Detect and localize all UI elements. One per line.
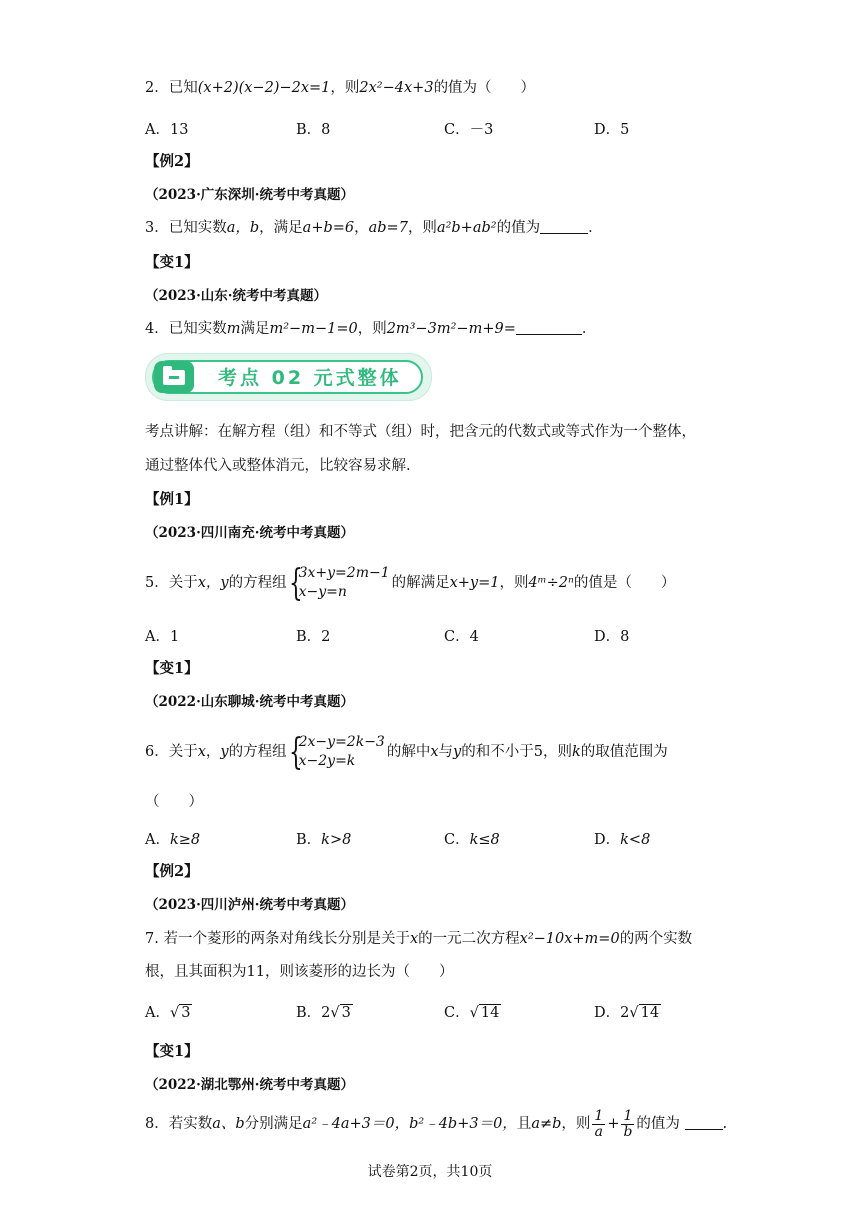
question-3: 3．已知实数a，b，满足a+b=6，ab=7，则a²b+ab²的值为 ． [145,220,603,236]
question-5-option-a: A．1 [145,629,180,645]
answer-blank[interactable] [540,219,588,234]
question-2-option-d: D．5 [594,122,630,138]
question-7-line-2: 根，且其面积为11，则该菱形的边长为（ ） [145,964,454,980]
question-5-mid3: ，则 [499,575,529,591]
question-2-option-b: B．8 [296,122,331,138]
question-6-prefix: 6．关于 [145,744,198,760]
question-7-suffix: 的两个实数 [619,931,693,947]
answer-blank[interactable] [685,1115,723,1130]
question-6-mid3: 的和不小于5，则 [461,744,572,760]
question-7-prefix: 7. 若一个菱形的两条对角线长分别是关于 [145,931,410,947]
question-7-var: x [409,931,419,947]
system-equation-2: x−y=n [298,584,347,600]
question-8 [145,1106,727,1142]
question-5-condition: x+y=1 [449,575,500,591]
question-3-suffix: 的值为 [496,220,541,236]
example-1-tag: 【例1】 [145,491,199,508]
question-5-expression: 4ᵐ÷2ⁿ [528,575,574,591]
question-6-mid2: 的解中 [386,744,431,760]
system-equation-2: x−2y=k [298,753,356,769]
question-5-mid2: 的解满足 [391,575,450,591]
variant-1-tag: 【变1】 [145,660,199,677]
question-4-expression: 2m³−3m²−m+9= [386,321,516,337]
question-6-y: y [453,744,462,760]
variant-1-source: （2022·湖北鄂州·统考中考真题） [145,1077,354,1093]
question-6-option-b: B．k>8 [296,832,352,848]
plus-sign: + [607,1116,620,1132]
question-4 [145,319,596,339]
question-5-prefix: 5．关于 [145,575,198,591]
question-6-var-x: x [197,744,206,760]
question-2-option-a: A．13 [145,122,189,138]
fraction-1-over-a: $\frac{1}{a}$ [594,1107,604,1140]
question-5-vars: x，y [197,575,229,591]
question-7-equation: x²−10x+m=0 [519,931,620,947]
question-6-k: k [571,744,581,760]
topic-banner-title: 考点 02 元式整体 [218,367,402,389]
system-equation-1: 3x+y=2m−1 [298,565,390,581]
system-equation-1: 2x−y=2k−3 [298,734,385,750]
question-2-expression: 2x²−4x+3 [359,80,434,96]
question-5-mid: 的方程组 [228,575,287,591]
question-8-mid1: 分别满足 [244,1116,303,1132]
variant-1-tag: 【变1】 [145,254,199,271]
explanation-line-1: 考点讲解：在解方程（组）和不等式（组）时，把含元的代数式或等式作为一个整体， [145,424,696,440]
topic-banner [145,353,432,401]
question-6-mid: 的方程组 [228,744,287,760]
question-5 [145,562,675,604]
question-3-condition-2: ab=7 [368,220,408,236]
example-1-source: （2023·四川南充·统考中考真题） [145,525,354,541]
question-5-option-b: B．2 [296,629,331,645]
fraction-1-over-b: $\frac{1}{b}$ [623,1107,633,1140]
question-6 [145,731,668,773]
question-6-option-c: C．k≤8 [444,832,500,848]
explanation-line-2: 通过整体代入或整体消元，比较容易求解. [145,458,411,474]
question-2-prefix: 2．已知 [145,80,198,96]
question-3-condition-1: a+b=6 [302,220,355,236]
question-2 [145,78,535,98]
question-6-paren: （ ） [145,794,203,810]
variant-1-tag: 【变1】 [145,1043,199,1060]
question-7-option-b: B．2√ 3 [296,1005,351,1021]
question-6-var-y: y [220,744,229,760]
question-2-option-c: C．－3 [444,122,494,138]
example-2-source: （2023·四川泸州·统考中考真题） [145,897,354,913]
question-4-condition: m²−m−1=0 [269,321,358,337]
question-3-sep: ， [354,220,369,236]
folder-icon [154,361,194,393]
question-7-option-d: D．2√ 14 [594,1005,660,1021]
question-7-mid: 的一元二次方程 [418,931,520,947]
question-5-suffix: 的值是（ ） [573,575,676,591]
question-8-mid3: ，则 [561,1116,591,1132]
example-2-tag: 【例2】 [145,863,199,880]
question-8-prefix: 8．若实数 [145,1116,213,1132]
question-6-and: 与 [438,744,454,760]
question-3-prefix: 3．已知实数 [145,220,227,236]
example-2-tag: 【例2】 [145,153,199,170]
question-7-line-1 [145,929,692,949]
question-6-suffix: 的取值范围为 [580,744,668,760]
question-6-x: x [430,744,439,760]
question-2-condition: (x+2)(x−2)−2x=1 [197,80,331,96]
question-5-option-d: D．8 [594,629,630,645]
question-7-option-c: C．√ 14 [444,1005,500,1021]
question-8-suffix: 的值为 [636,1116,680,1132]
question-3-vars: a，b [226,220,260,236]
question-3-mid1: ，满足 [259,220,303,236]
question-6-sep: ， [205,744,221,760]
question-8-mid2: 且 [516,1116,532,1132]
question-8-condition-2: a≠b [531,1116,562,1132]
question-6-option-a: A．k≥8 [145,832,201,848]
question-4-mid: 满足 [240,321,270,337]
question-8-condition-1: a²﹣4a+3＝0，b²﹣4b+3＝0， [302,1116,517,1132]
question-2-mid: ，则 [330,80,360,96]
question-3-expression: a²b+ab² [436,220,497,236]
question-4-mid2: ，则 [357,321,387,337]
equation-system: { 2x−y=2k−3 x−2y=k [288,732,385,773]
equation-system: { 3x+y=2m−1 x−y=n [288,563,390,604]
page-footer: 试卷第2页，共10页 [367,1164,493,1180]
example-2-source: （2023·广东深圳·统考中考真题） [145,187,354,203]
variant-1-source: （2023·山东·统考中考真题） [145,288,327,304]
question-8-end: . [722,1116,728,1132]
question-4-var: m [226,321,241,337]
question-3-mid2: ，则 [407,220,437,236]
question-6-option-d: D．k<8 [594,832,651,848]
question-8-vars: a、b [212,1116,245,1132]
question-4-suffix: ． [581,321,597,337]
question-2-suffix: 的值为（ ） [433,80,536,96]
question-4-prefix: 4．已知实数 [145,321,227,337]
question-7-option-a: A．√ 3 [145,1005,191,1021]
question-5-option-c: C．4 [444,629,479,645]
variant-1-source: （2022·山东聊城·统考中考真题） [145,694,354,710]
answer-blank[interactable] [516,320,582,335]
